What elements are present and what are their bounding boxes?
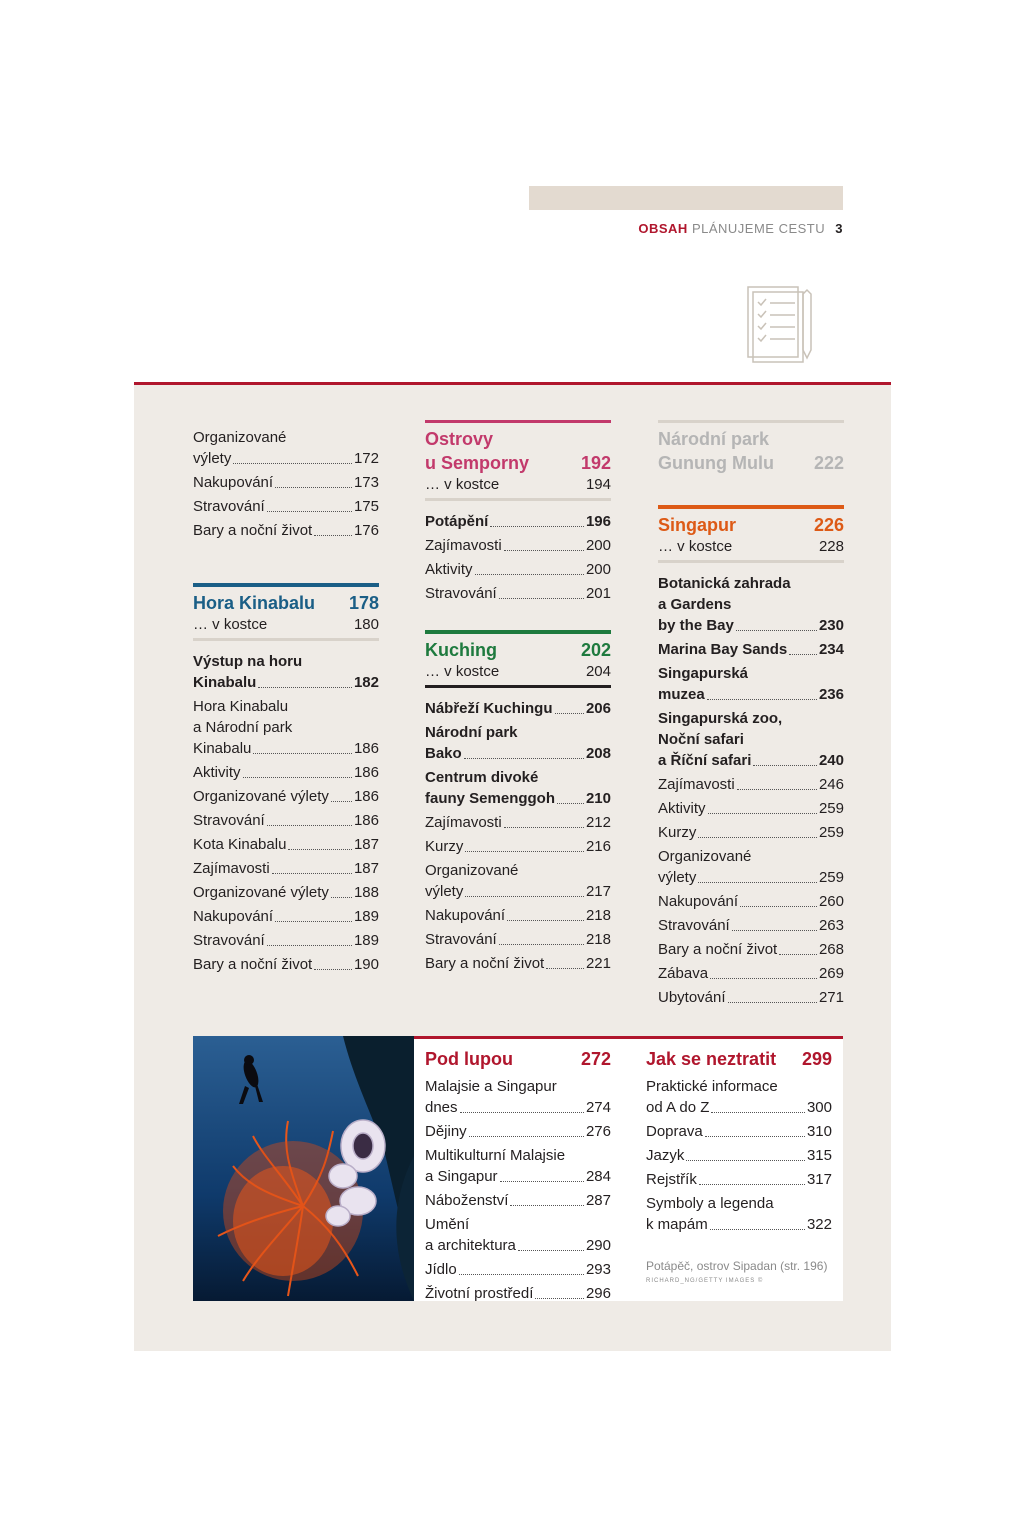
- toc-entry-page: 187: [353, 860, 379, 877]
- toc-entry-page: 310: [806, 1123, 832, 1140]
- toc-entry[interactable]: [425, 583, 611, 604]
- toc-entry[interactable]: [658, 822, 844, 843]
- dot-leader: [507, 920, 584, 921]
- toc-entry[interactable]: [193, 810, 379, 831]
- section-sub-page: 204: [585, 663, 611, 680]
- photo-credit: RICHARD_NG/GETTY IMAGES ©: [646, 1278, 764, 1284]
- toc-entry-page: 186: [353, 740, 379, 757]
- section-title-line: Gunung Mulu: [658, 453, 774, 473]
- toc-entry[interactable]: [646, 1121, 832, 1142]
- toc-entry-page: 259: [818, 869, 844, 886]
- section-title-line: Národní park: [658, 429, 770, 449]
- dot-leader: [555, 713, 584, 714]
- toc-entry[interactable]: [425, 1259, 611, 1280]
- toc-entry[interactable]: [646, 1145, 832, 1166]
- toc-entry-label: Organizované výlety: [193, 884, 329, 901]
- toc-entry-page: 287: [585, 1192, 611, 1209]
- section-sub-label: … v kostce: [425, 663, 500, 680]
- toc-entry-label: a Říční safari: [658, 752, 752, 769]
- section-subtitle[interactable]: [425, 475, 611, 501]
- section-subtitle[interactable]: [193, 615, 379, 641]
- dot-leader: [740, 906, 817, 907]
- dot-leader: [459, 1274, 584, 1275]
- toc-entry-page: 190: [353, 956, 379, 973]
- toc-entry[interactable]: [658, 939, 844, 960]
- toc-entry[interactable]: [193, 882, 379, 903]
- toc-entry-page: 176: [353, 522, 379, 539]
- dot-leader: [233, 463, 352, 464]
- toc-entry[interactable]: [193, 651, 379, 693]
- section-page: 222: [813, 453, 844, 473]
- dot-leader: [504, 827, 584, 828]
- toc-entry[interactable]: [658, 774, 844, 795]
- section-title-label: Hora Kinabalu: [193, 593, 316, 613]
- toc-entry-page: 212: [585, 814, 611, 831]
- toc-entry-label: Zábava: [658, 965, 709, 982]
- toc-entry[interactable]: [193, 762, 379, 783]
- section-entries: [425, 698, 611, 974]
- dot-leader: [710, 978, 817, 979]
- dot-leader: [267, 945, 352, 946]
- toc-entry-page: 208: [585, 745, 611, 762]
- toc-entry[interactable]: [646, 1169, 832, 1190]
- toc-entry-label: Náboženství: [425, 1192, 509, 1209]
- dot-leader: [314, 969, 352, 970]
- dot-leader: [499, 944, 584, 945]
- toc-entry-page: 206: [585, 700, 611, 717]
- toc-entry-page: 186: [353, 812, 379, 829]
- section-title[interactable]: [658, 427, 844, 475]
- toc-entry-line: Výstup na horu: [193, 653, 303, 670]
- dot-leader: [504, 550, 584, 551]
- toc-entry-page: 300: [806, 1099, 832, 1116]
- toc-entry-line: Malajsie a Singapur: [425, 1078, 557, 1095]
- dot-leader: [698, 837, 817, 838]
- toc-entry[interactable]: [658, 639, 844, 660]
- toc-section-pod-lupou: [425, 1047, 611, 1307]
- toc-entry-label: Organizované výlety: [193, 788, 329, 805]
- toc-entry-label: Aktivity: [193, 764, 241, 781]
- toc-entry[interactable]: [193, 520, 379, 541]
- toc-entry-page: 182: [353, 674, 379, 691]
- dot-leader: [535, 1298, 584, 1299]
- section-page: 202: [580, 640, 611, 660]
- toc-entry-label: výlety: [658, 869, 697, 886]
- section-title[interactable]: [658, 513, 844, 537]
- dot-leader: [753, 765, 817, 766]
- section-title-label: Kuching: [425, 640, 497, 660]
- section-title-label: Jak se neztratit: [646, 1049, 777, 1069]
- toc-entry-label: od A do Z: [646, 1099, 710, 1116]
- toc-entry-page: 173: [353, 474, 379, 491]
- dot-leader: [728, 1002, 817, 1003]
- toc-entry-page: 246: [818, 776, 844, 793]
- dot-leader: [737, 789, 817, 790]
- toc-entry[interactable]: [425, 1121, 611, 1142]
- toc-entry-label: Zajímavosti: [193, 860, 270, 877]
- toc-entry[interactable]: [425, 1076, 611, 1118]
- toc-entry-label: Jídlo: [425, 1261, 457, 1278]
- toc-entry-label: Bary a noční život: [193, 956, 313, 973]
- dot-leader: [464, 758, 584, 759]
- toc-entry[interactable]: [658, 963, 844, 984]
- toc-entry-line: Multikulturní Malajsie: [425, 1147, 566, 1164]
- toc-entry-label: Kota Kinabalu: [193, 836, 287, 853]
- toc-entry-label: muzea: [658, 686, 705, 703]
- toc-entry[interactable]: [425, 722, 611, 764]
- toc-entry-page: 216: [585, 838, 611, 855]
- dot-leader: [288, 849, 352, 850]
- dot-leader: [465, 851, 584, 852]
- section-sub-page: 194: [585, 476, 611, 493]
- toc-section-hora-kinabalu: [193, 583, 379, 975]
- toc-entry-page: 218: [585, 907, 611, 924]
- dot-leader: [686, 1160, 805, 1161]
- toc-entry-label: Dějiny: [425, 1123, 467, 1140]
- toc-entry-page: 274: [585, 1099, 611, 1116]
- toc-entry-page: 234: [818, 641, 844, 658]
- header-bar: [529, 186, 843, 210]
- toc-entry-label: Ubytování: [658, 989, 726, 1006]
- dot-leader: [275, 921, 352, 922]
- toc-entry-page: 315: [806, 1147, 832, 1164]
- toc-entry[interactable]: [658, 708, 844, 771]
- toc-entry-page: 269: [818, 965, 844, 982]
- dot-leader: [460, 1112, 584, 1113]
- toc-section-kuching: [425, 630, 611, 974]
- section-title[interactable]: [425, 1047, 611, 1071]
- toc-entry[interactable]: [425, 1283, 611, 1304]
- section-entries: [425, 1076, 611, 1304]
- toc-entry[interactable]: [193, 427, 379, 469]
- toc-entry-page: 322: [806, 1216, 832, 1233]
- page-number: 3: [835, 221, 843, 236]
- toc-entry[interactable]: [658, 891, 844, 912]
- toc-section-ostrovy: [425, 420, 611, 604]
- toc-entry-label: Nábřeží Kuchingu: [425, 700, 553, 717]
- toc-entry[interactable]: [425, 1214, 611, 1256]
- dot-leader: [546, 968, 584, 969]
- section-title[interactable]: [425, 427, 611, 475]
- toc-entry-label: Doprava: [646, 1123, 703, 1140]
- dot-leader: [465, 896, 584, 897]
- dot-leader: [267, 511, 352, 512]
- toc-entry[interactable]: [658, 915, 844, 936]
- toc-column-3: [658, 420, 844, 1011]
- dot-leader: [557, 803, 584, 804]
- section-page: 299: [801, 1049, 832, 1069]
- toc-entry[interactable]: [425, 511, 611, 532]
- toc-entry-line: Národní park: [425, 724, 518, 741]
- dot-leader: [789, 654, 817, 655]
- dot-leader: [272, 873, 352, 874]
- toc-entry-label: Bary a noční život: [658, 941, 778, 958]
- toc-entry[interactable]: [425, 905, 611, 926]
- toc-entry-label: fauny Semenggoh: [425, 790, 556, 807]
- toc-entry-page: 296: [585, 1285, 611, 1302]
- section-title-label: Pod lupou: [425, 1049, 513, 1069]
- toc-entry-label: Nakupování: [193, 474, 274, 491]
- toc-entry-page: 236: [818, 686, 844, 703]
- toc-entry-page: 221: [585, 955, 611, 972]
- section-sub-label: … v kostce: [193, 616, 268, 633]
- toc-entry-page: 172: [353, 450, 379, 467]
- toc-entry[interactable]: [425, 953, 611, 974]
- section-title[interactable]: [646, 1047, 832, 1071]
- toc-entry-line: Hora Kinabalu: [193, 698, 289, 715]
- toc-entry-page: 284: [585, 1168, 611, 1185]
- toc-top-entries: [193, 427, 379, 541]
- dot-leader: [736, 630, 817, 631]
- toc-entry-line: Noční safari: [658, 731, 744, 748]
- section-title-line: u Semporny: [425, 453, 530, 473]
- toc-entry-label: Kurzy: [658, 824, 697, 841]
- photo-caption: Potápěč, ostrov Sipadan (str. 196): [646, 1259, 828, 1273]
- toc-entry[interactable]: [193, 954, 379, 975]
- toc-entry-page: 259: [818, 800, 844, 817]
- toc-entry-label: Stravování: [425, 585, 497, 602]
- toc-entry-page: 188: [353, 884, 379, 901]
- toc-entry-page: 186: [353, 764, 379, 781]
- dot-leader: [314, 535, 352, 536]
- section-title[interactable]: [425, 638, 611, 662]
- toc-entry-line: Organizované: [658, 848, 752, 865]
- toc-entry-page: 218: [585, 931, 611, 948]
- toc-entry-page: 293: [585, 1261, 611, 1278]
- toc-entry-label: Aktivity: [425, 561, 473, 578]
- toc-entry[interactable]: [425, 929, 611, 950]
- toc-entry-line: Organizované: [193, 429, 287, 446]
- toc-section-jak-se-neztratit: [646, 1047, 832, 1238]
- toc-entry-page: 200: [585, 537, 611, 554]
- dot-leader: [707, 699, 817, 700]
- toc-entry[interactable]: [658, 663, 844, 705]
- toc-entry[interactable]: [193, 496, 379, 517]
- toc-entry-page: 189: [353, 908, 379, 925]
- dot-leader: [243, 777, 352, 778]
- toc-entry[interactable]: [193, 472, 379, 493]
- dot-leader: [331, 897, 352, 898]
- toc-entry-page: 317: [806, 1171, 832, 1188]
- toc-entry-page: 259: [818, 824, 844, 841]
- dot-leader: [708, 813, 817, 814]
- toc-entry-label: Nakupování: [658, 893, 739, 910]
- toc-column-2: [425, 420, 611, 977]
- dot-leader: [500, 1181, 584, 1182]
- section-page: 272: [580, 1049, 611, 1069]
- dot-leader: [710, 1229, 805, 1230]
- toc-entry-label: Bako: [425, 745, 462, 762]
- toc-entry[interactable]: [646, 1076, 832, 1118]
- toc-entry[interactable]: [425, 1145, 611, 1187]
- section-entries: [646, 1076, 832, 1235]
- toc-entry-label: k mapám: [646, 1216, 708, 1233]
- toc-entry[interactable]: [193, 786, 379, 807]
- section-sub-label: … v kostce: [425, 476, 500, 493]
- section-title-label: Singapur: [658, 515, 737, 535]
- toc-entry[interactable]: [658, 846, 844, 888]
- toc-entry[interactable]: [425, 559, 611, 580]
- toc-entry-page: 196: [585, 513, 611, 530]
- section-title[interactable]: [193, 591, 379, 615]
- toc-entry-label: Potápění: [425, 513, 489, 530]
- section-entries: [193, 651, 379, 975]
- toc-entry-page: 175: [353, 498, 379, 515]
- toc-entry-label: Stravování: [193, 932, 265, 949]
- toc-entry-label: Rejstřík: [646, 1171, 697, 1188]
- toc-entry[interactable]: [425, 1190, 611, 1211]
- toc-entry-page: 210: [585, 790, 611, 807]
- diver-sea-fan-photo: [193, 1036, 414, 1301]
- dot-leader: [253, 753, 352, 754]
- toc-entry-page: 271: [818, 989, 844, 1006]
- toc-entry-label: Stravování: [193, 498, 265, 515]
- toc-section-singapur: [658, 505, 844, 1008]
- dot-leader: [510, 1205, 584, 1206]
- toc-entry-page: 230: [818, 617, 844, 634]
- header-part: PLÁNUJEME CESTU: [691, 221, 826, 236]
- toc-entry-page: 186: [353, 788, 379, 805]
- dot-leader: [699, 1184, 805, 1185]
- toc-entry[interactable]: [658, 987, 844, 1008]
- toc-entry-label: výlety: [193, 450, 232, 467]
- toc-entry-label: a architektura: [425, 1237, 516, 1254]
- toc-entry[interactable]: [658, 573, 844, 636]
- toc-entry-line: Botanická zahrada: [658, 575, 791, 592]
- section-subtitle[interactable]: [658, 537, 844, 563]
- section-entries: [658, 573, 844, 1008]
- section-page: 192: [580, 453, 611, 473]
- toc-entry[interactable]: [193, 834, 379, 855]
- toc-entry-label: Bary a noční život: [193, 522, 313, 539]
- dot-leader: [518, 1250, 584, 1251]
- toc-entry-page: 201: [585, 585, 611, 602]
- dot-leader: [705, 1136, 805, 1137]
- toc-entry-label: Nakupování: [193, 908, 274, 925]
- toc-entry-label: Kurzy: [425, 838, 464, 855]
- document-checklist-icon: [745, 284, 813, 364]
- toc-entry-line: Singapurská: [658, 665, 749, 682]
- dot-leader: [490, 526, 584, 527]
- toc-entry-page: 189: [353, 932, 379, 949]
- toc-entry[interactable]: [425, 535, 611, 556]
- dot-leader: [258, 687, 352, 688]
- toc-entry-label: dnes: [425, 1099, 458, 1116]
- dot-leader: [331, 801, 352, 802]
- section-sub-page: 180: [353, 616, 379, 633]
- toc-entry-label: Jazyk: [646, 1147, 685, 1164]
- toc-entry-label: Zajímavosti: [425, 537, 502, 554]
- toc-entry[interactable]: [425, 812, 611, 833]
- toc-entry[interactable]: [425, 860, 611, 902]
- toc-entry-page: 187: [353, 836, 379, 853]
- dot-leader: [469, 1136, 584, 1137]
- toc-entry-label: Kinabalu: [193, 740, 252, 757]
- dot-leader: [267, 825, 352, 826]
- toc-entry-label: Nakupování: [425, 907, 506, 924]
- running-header: [529, 221, 843, 236]
- toc-entry-label: Marina Bay Sands: [658, 641, 788, 658]
- toc-entry-label: by the Bay: [658, 617, 734, 634]
- toc-entry-label: Stravování: [658, 917, 730, 934]
- toc-entry-page: 200: [585, 561, 611, 578]
- toc-entry-label: Stravování: [425, 931, 497, 948]
- toc-entry-label: Zajímavosti: [425, 814, 502, 831]
- section-subtitle[interactable]: [425, 662, 611, 688]
- dot-leader: [275, 487, 352, 488]
- toc-entry-page: 263: [818, 917, 844, 934]
- toc-entry-line: Singapurská zoo,: [658, 710, 783, 727]
- toc-entry-page: 268: [818, 941, 844, 958]
- toc-entry-label: výlety: [425, 883, 464, 900]
- dot-leader: [711, 1112, 805, 1113]
- toc-entry-line: Symboly a legenda: [646, 1195, 774, 1212]
- toc-entry-label: Bary a noční život: [425, 955, 545, 972]
- toc-entry-label: Aktivity: [658, 800, 706, 817]
- toc-entry[interactable]: [193, 906, 379, 927]
- toc-entry-line: a Gardens: [658, 596, 732, 613]
- dot-leader: [475, 574, 584, 575]
- toc-entry-line: Umění: [425, 1216, 470, 1233]
- toc-column-1: [193, 427, 379, 978]
- toc-entry[interactable]: [658, 798, 844, 819]
- toc-entry-line: Praktické informace: [646, 1078, 778, 1095]
- toc-entry-page: 276: [585, 1123, 611, 1140]
- toc-entry-page: 290: [585, 1237, 611, 1254]
- toc-entry-label: Zajímavosti: [658, 776, 735, 793]
- section-sub-label: … v kostce: [658, 538, 733, 555]
- toc-entry-line: Organizované: [425, 862, 519, 879]
- toc-entry[interactable]: [425, 767, 611, 809]
- dot-leader: [779, 954, 817, 955]
- section-sub-page: 228: [818, 538, 844, 555]
- toc-entry[interactable]: [425, 836, 611, 857]
- toc-entry-line: a Národní park: [193, 719, 293, 736]
- toc-entry[interactable]: [646, 1193, 832, 1235]
- dot-leader: [499, 598, 584, 599]
- toc-entry-label: Kinabalu: [193, 674, 257, 691]
- toc-entry-label: a Singapur: [425, 1168, 498, 1185]
- section-title-line: Ostrovy: [425, 429, 494, 449]
- toc-entry[interactable]: [425, 698, 611, 719]
- toc-entry-label: Životní prostředí: [425, 1285, 534, 1302]
- section-entries: [425, 511, 611, 604]
- toc-entry-line: Centrum divoké: [425, 769, 539, 786]
- section-page: 226: [813, 515, 844, 535]
- toc-entry[interactable]: [193, 696, 379, 759]
- toc-entry[interactable]: [193, 858, 379, 879]
- toc-entry-label: Stravování: [193, 812, 265, 829]
- toc-entry-page: 260: [818, 893, 844, 910]
- header-section: OBSAH: [638, 221, 688, 236]
- dot-leader: [732, 930, 817, 931]
- dot-leader: [698, 882, 817, 883]
- toc-section-gunung-mulu: [658, 420, 844, 475]
- toc-entry-page: 240: [818, 752, 844, 769]
- toc-entry-page: 217: [585, 883, 611, 900]
- toc-entry[interactable]: [193, 930, 379, 951]
- section-page: 178: [348, 593, 379, 613]
